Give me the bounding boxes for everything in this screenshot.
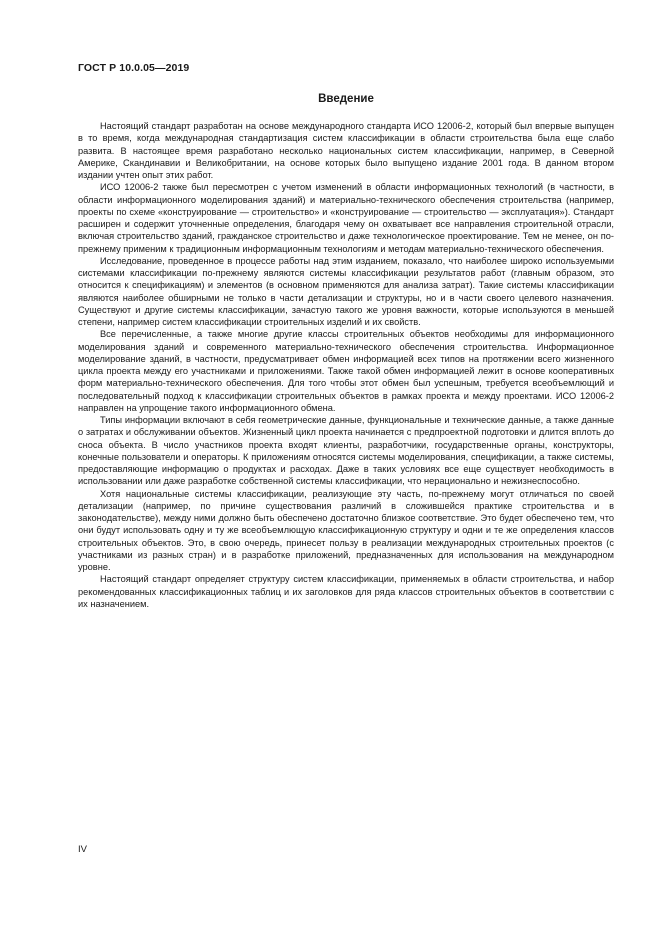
- paragraph: Все перечисленные, а также многие другие классы строительных объектов необходимы для информационного моделирования зданий и современного материально-технического обеспечения строительства. Информационное моделирование зданий, в частности, предусматривает обмен информацией всех типов на протяжении всего жизненного цикла проекта между его участниками и приложениями. Также такой обмен информацией лежит в основе кооперативных форм материально-технического обеспечения. Для того чтобы этот обмен был успешным, требуется всеобъемлющий и последовательный подход к классификации строительных объектов в рамках проекта и между проектами. ИСО 12006-2 направлен на упрощение такого информационного обмена.: [78, 329, 614, 413]
- paragraph: Исследование, проведенное в процессе работы над этим изданием, показало, что наиболее широко используемыми системами классификации по-прежнему являются системы классификации результатов работ (главным образом, это относится к спецификациям) и элементов (в основном применяются для анализа затрат). Такие системы классификации являются наиболее обширными не только в части детализации и структуры, но и в части своего целевого назначения. Существуют и другие системы классификации, зачастую такого же уровня важности, которые используются в меньшей степени, например систем классификации строительных изделий и их свойств.: [78, 255, 614, 327]
- paragraph: Хотя национальные системы классификации, реализующие эту часть, по-прежнему могут отличаться по своей детализации (например, по причине существования различий в сложившейся практике строительства и в законодательстве), между ними должно быть обеспечено достаточно близкое соответствие. Это будет обеспечено тем, что они будут использовать одну и ту же всеобъемлющую классификационную структуру и одни и те же определения классов строительных объектов. Это, в свою очередь, принесет пользу в реализации международных строительных проектов (с участниками из разных стран) и в разработке приложений, предназначенных для использования на международном уровне.: [78, 488, 614, 572]
- introduction-body: [78, 120, 614, 610]
- standard-code-header: ГОСТ Р 10.0.05—2019: [78, 62, 190, 74]
- paragraph: ИСО 12006-2 также был пересмотрен с учетом изменений в области информационных технологий (в частности, в области информационного моделирования зданий) и материально-технического обеспечения строительства (например, проекты по схеме «конструирование — строительство» и «конструирование — строительство — эксплуатация»). Стандарт расширен и содержит уточненные определения, благодаря чему он охватывает все направления строительной отрасли, включая строительство зданий, гражданское строительство и даже технологическое проектирование. Тем не менее, он по-прежнему применим к традиционным информационным технологиям и методам материально-технического обеспечения.: [78, 182, 614, 254]
- paragraph: Настоящий стандарт определяет структуру систем классификации, применяемых в области строительства, и набор рекомендованных классификационных таблиц и их заголовков для ряда классов строительных объектов в соответствии с их назначением.: [78, 574, 614, 609]
- section-title: Введение: [318, 93, 374, 105]
- paragraph: Типы информации включают в себя геометрические данные, функциональные и технические данные, а также данные о затратах и обслуживании объектов. Жизненный цикл проекта начинается с предпроектной подготовки и длится вплоть до сноса объекта. В число участников проекта входят клиенты, разработчики, государственные органы, конструкторы, конечные пользователи и операторы. К приложениям относятся системы моделирования, спецификации, а также системы, предоставляющие информацию о продуктах и расходах. Даже в таких условиях все еще существует необходимость в использовании или даже разработке собственной системы классификации, что нерационально и нежизнеспособно.: [78, 415, 614, 487]
- page-number: IV: [78, 844, 87, 855]
- paragraph: Настоящий стандарт разработан на основе международного стандарта ИСО 12006-2, который был впервые выпущен в то время, когда международная стандартизация систем классификации в области строительства была еще слабо развита. В настоящее время разработано несколько национальных систем классификации, например, в Северной Америке, Скандинавии и Великобритании, на основе которых было выпущено издание 2001 года. В данном втором издании учтен опыт этих работ.: [78, 121, 614, 180]
